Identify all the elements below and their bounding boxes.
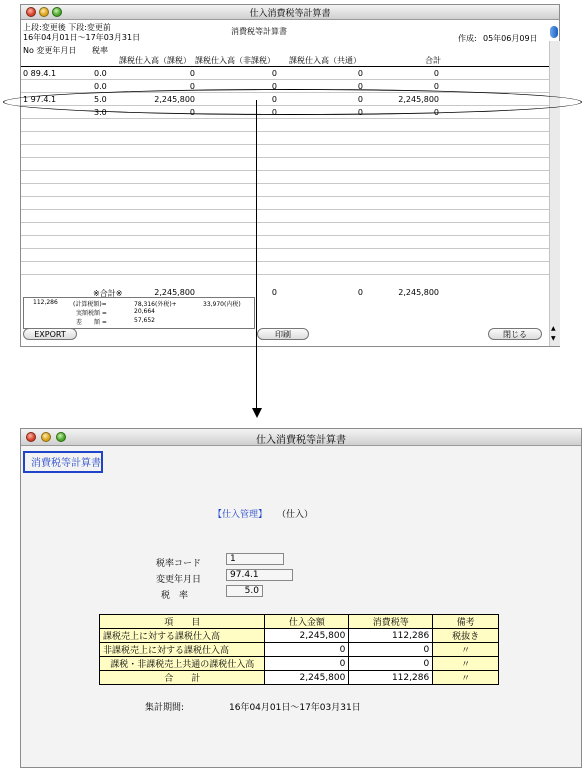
cell-nontaxable: 0 [271,95,277,104]
cell-total: 0 [433,82,439,91]
code-label: 税率コード [156,559,202,569]
scroll-down-icon[interactable]: ▼ [551,335,556,342]
row-tax: 112,286 [349,629,433,643]
cell-taxable: 0 [189,69,195,78]
col-taxable: 課税仕入高（課税） [119,56,191,65]
grid-line [21,79,549,80]
grid-line [21,170,549,171]
close-button[interactable]: 閉じる [488,328,542,340]
created-label: 作成: [458,34,477,43]
scroll-up-icon[interactable]: ▲ [551,325,556,332]
cell-nontaxable: 0 [271,82,277,91]
report-badge: 消費税等計算書 [23,451,103,473]
col-nontaxable: 課税仕入高（非課税） [195,56,275,65]
window-title: 仕入消費税等計算書 [256,435,346,446]
row-note: 〃 [433,657,499,671]
row-note: 税抜き [433,629,499,643]
cell-no-date: 1 97.4.1 [23,95,57,104]
cell-common: 0 [357,82,363,91]
row-tax: 0 [349,643,433,657]
table-row [100,671,499,685]
total-common: 0 [357,288,363,297]
section-sub: （仕入） [277,510,314,520]
row-amount: 0 [265,643,349,657]
grid-line [21,274,549,275]
total-total: 2,245,800 [398,288,439,297]
detail-diff-value: 57,652 [134,317,155,324]
row-amount: 2,245,800 [265,629,349,643]
row-note: 〃 [433,671,499,685]
row-item: 課税・非課税売上共通の課税仕入高 [100,657,265,671]
connector-arrow-line [256,100,257,412]
row-item: 課税売上に対する課税仕入高 [100,629,265,643]
cell-rate: 0.0 [94,82,107,91]
total-taxable: 2,245,800 [154,288,195,297]
highlight-ellipse [3,89,582,115]
row-tax: 0 [349,657,433,671]
detail-calc-inner: 33,970(内税) [203,301,241,308]
print-button[interactable]: 印刷 [257,328,309,340]
total-label: ※合計※ [93,289,123,298]
row-tax: 112,286 [349,671,433,685]
grid-line [21,118,549,119]
period-label: 集計期間: [145,703,185,713]
table-row [100,629,499,643]
cell-rate: 5.0 [94,95,107,104]
row-item: 非課税売上に対する課税仕入高 [100,643,265,657]
cell-rate: 3.0 [94,108,107,117]
cell-common: 0 [357,69,363,78]
cell-total: 2,245,800 [398,95,439,104]
row-item: 合 計 [100,671,265,685]
cell-no-date: 0 89.4.1 [23,69,57,78]
col-common: 課税仕入高（共通） [289,56,361,65]
cell-nontaxable: 0 [271,69,277,78]
row-note: 〃 [433,643,499,657]
bottom-titlebar [21,429,581,446]
date-field[interactable]: 97.4.1 [226,569,293,581]
row-amount: 2,245,800 [265,671,349,685]
code-field[interactable]: 1 [226,553,284,565]
created-date: 05年06月09日 [483,34,538,43]
grid-line [21,209,549,210]
window-title: 仕入消費税等計算書 [249,9,331,19]
header-left-1: 上段:変更後 下段:変更前 [23,23,111,32]
cell-common: 0 [357,108,363,117]
grid-line [21,222,549,223]
grid-line [21,131,549,132]
grid-line [21,196,549,197]
grid-line [21,183,549,184]
scroll-top-icon[interactable] [550,26,558,38]
header-center: 消費税等計算書 [231,27,287,36]
col-rate: 税率 [92,46,108,55]
cell-taxable: 0 [189,108,195,117]
col-no-date: No 変更年月日 [23,46,77,55]
grid-line [21,235,549,236]
grid-line [21,144,549,145]
summary-table [99,614,499,685]
export-button[interactable]: EXPORT [23,328,77,340]
summary-header-row [100,615,499,629]
detail-actual-value: 20,664 [134,308,155,315]
cell-total: 0 [433,69,439,78]
table-row [100,643,499,657]
header-tax: 消費税等 [349,615,433,629]
detail-amount: 112,286 [33,299,58,306]
table-row [100,657,499,671]
bottom-window [20,428,582,768]
cell-rate: 0.0 [94,69,107,78]
date-label: 変更年月日 [156,575,202,585]
total-nontaxable: 0 [271,288,277,297]
rate-label: 税 率 [161,591,189,601]
section-title: 【仕入管理】 [213,510,268,520]
detail-actual-label: 実額税額 = [76,310,107,317]
top-titlebar [21,5,559,20]
period-value: 16年04月01日～17年03月31日 [229,703,361,713]
cell-total: 0 [433,108,439,117]
grid-line [21,157,549,158]
header-left-2: 16年04月01日～17年03月31日 [23,33,141,42]
cell-common: 0 [357,95,363,104]
top-window [20,4,560,347]
row-amount: 0 [265,657,349,671]
header-item: 項 目 [100,615,265,629]
cell-nontaxable: 0 [271,108,277,117]
detail-diff-label: 差 額 = [76,319,107,326]
detail-calc-label: (計算税額)= [73,301,107,308]
arrow-down-icon [252,408,262,418]
header-divider [21,66,549,67]
grid-line [21,261,549,262]
header-amount: 仕入金額 [265,615,349,629]
header-note: 備考 [433,615,499,629]
cell-taxable: 2,245,800 [154,95,195,104]
grid-line [21,248,549,249]
detail-calc-value: 78,316(外税)+ [134,301,177,308]
scrollbar[interactable] [549,41,560,346]
cell-taxable: 0 [189,82,195,91]
col-total: 合計 [425,56,441,65]
rate-field[interactable]: 5.0 [226,585,263,597]
